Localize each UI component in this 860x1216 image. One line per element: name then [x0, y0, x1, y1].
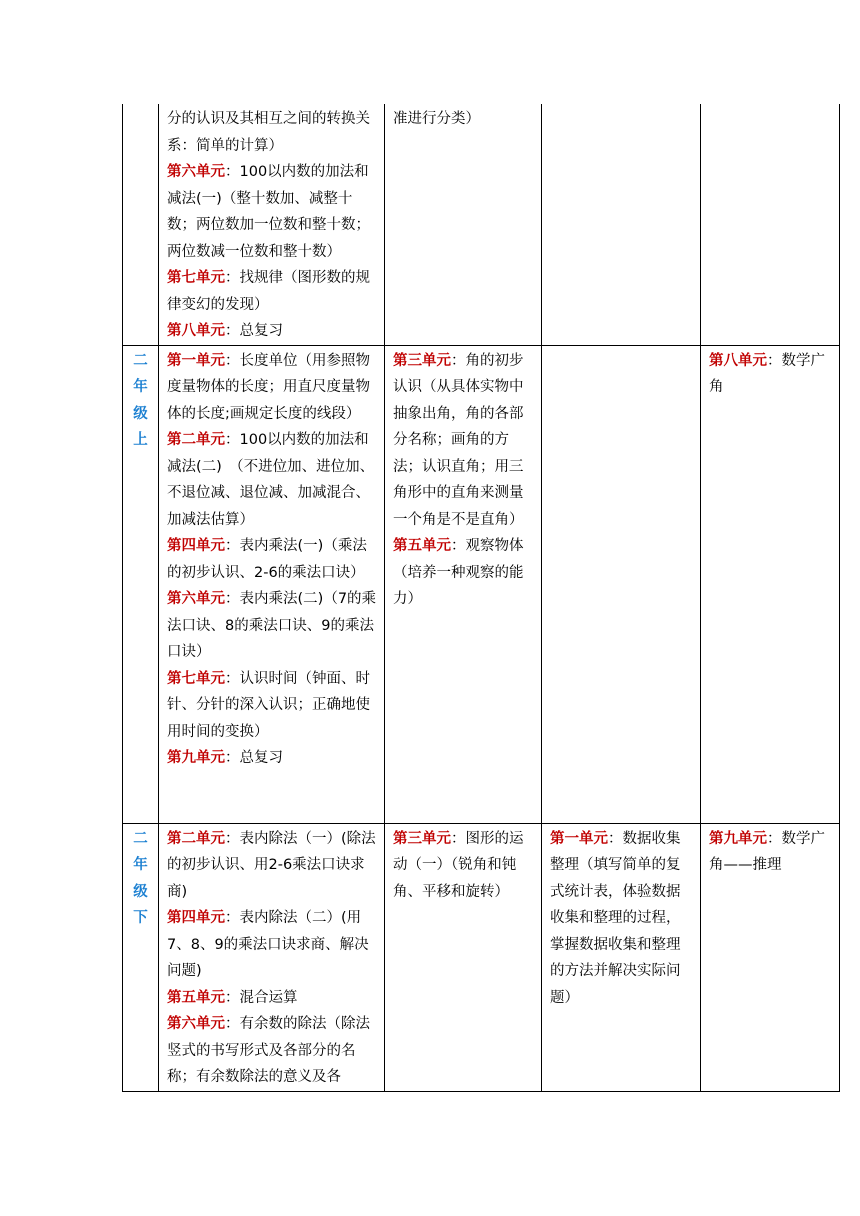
statistics-cell — [542, 345, 701, 823]
unit-label: 第六单元 — [167, 591, 225, 607]
unit-description: ：总复习 — [225, 750, 283, 766]
unit-description: ：数据收集整理（填写简单的复式统计表，体验数据收集和整理的过程，掌握数据收集和整理的方法并解决实际问题） — [550, 830, 681, 1006]
unit-label: 第三单元 — [393, 830, 451, 847]
grade-cell — [123, 345, 159, 823]
unit-description: ：100以内数的加法和减法(二) （不进位加、进位加、不退位减、退位减、加减混合、加减法估算） — [167, 432, 375, 528]
unit-description: 准进行分类） — [393, 111, 480, 127]
unit-entry — [167, 106, 378, 159]
unit-label: 第八单元 — [167, 323, 225, 339]
unit-entry — [167, 1011, 378, 1091]
unit-description: ：观察物体（培养一种观察的能力） — [393, 538, 524, 607]
unit-description: ：表内除法（一）(除法的初步认识、用2-6乘法口诀求商) — [167, 830, 376, 900]
geometry-cell — [385, 104, 542, 345]
geometry-cell — [385, 345, 542, 823]
unit-label: 第九单元 — [709, 830, 767, 847]
unit-entry — [393, 826, 535, 906]
grade-cell — [123, 104, 159, 345]
unit-entry — [167, 265, 378, 318]
unit-label: 第三单元 — [393, 352, 451, 369]
unit-description: ：角的初步认识（从具体实物中抽象出角，角的各部分名称；画角的方法；认识直角；用三角形中的直角来测量一个角是不是直角） — [393, 352, 524, 528]
unit-label: 第四单元 — [167, 910, 225, 926]
number-algebra-cell — [159, 104, 385, 345]
unit-label: 第一单元 — [550, 830, 608, 847]
unit-label: 第五单元 — [167, 989, 225, 1006]
unit-entry — [393, 348, 535, 534]
table-row — [123, 823, 840, 1091]
number-algebra-cell — [159, 823, 385, 1091]
unit-label: 第八单元 — [709, 352, 767, 369]
unit-description: ：数学广角 — [709, 352, 825, 395]
statistics-cell — [542, 823, 701, 1091]
grade-char: 级 — [133, 883, 148, 900]
unit-label: 第九单元 — [167, 750, 225, 766]
unit-label: 第七单元 — [167, 670, 225, 687]
table-row — [123, 104, 840, 345]
unit-entry — [167, 985, 378, 1012]
unit-entry — [550, 826, 694, 1012]
unit-entry — [167, 745, 378, 772]
unit-entry — [167, 348, 378, 428]
unit-entry — [167, 427, 378, 533]
unit-description: ：数学广角——推理 — [709, 830, 825, 873]
unit-label: 第七单元 — [167, 270, 225, 286]
unit-entry — [167, 666, 378, 746]
grade-char: 上 — [133, 432, 148, 448]
unit-description: 分的认识及其相互之间的转换关系：简单的计算） — [167, 111, 370, 154]
grade-char: 年 — [133, 379, 148, 395]
unit-label: 第一单元 — [167, 352, 225, 369]
unit-description: ：100以内数的加法和减法(一)（整十数加、减整十数；两位数加一位数和整十数；两位数减一位数和整十数） — [167, 164, 370, 260]
grade-char: 二 — [133, 352, 148, 369]
unit-description: ：混合运算 — [225, 989, 298, 1006]
grade-cell — [123, 823, 159, 1091]
grade-char: 级 — [133, 405, 148, 422]
unit-label: 第六单元 — [167, 164, 225, 180]
grade-char: 下 — [133, 910, 148, 926]
unit-label: 第二单元 — [167, 432, 225, 448]
unit-entry — [709, 826, 833, 879]
unit-entry — [167, 318, 378, 345]
unit-description: ：图形的运动（一）（锐角和钝角、平移和旋转） — [393, 830, 524, 900]
unit-entry — [167, 586, 378, 666]
unit-description: ：长度单位（用参照物度量物体的长度；用直尺度量物体的长度;画规定长度的线段） — [167, 352, 370, 422]
unit-description: ：有余数的除法（除法竖式的书写形式及各部分的名称；有余数除法的意义及各 — [167, 1016, 370, 1085]
unit-entry — [393, 533, 535, 613]
unit-label: 第四单元 — [167, 538, 225, 554]
unit-entry — [709, 348, 833, 401]
unit-description: ：表内乘法(二)（7的乘法口诀、8的乘法口诀、9的乘法口诀） — [167, 591, 377, 660]
unit-description: ：表内乘法(一)（乘法的初步认识、2-6的乘法口诀） — [167, 538, 367, 581]
unit-description: ：认识时间（钟面、时针、分针的深入认识；正确地使用时间的变换） — [167, 670, 370, 740]
unit-label: 第二单元 — [167, 830, 225, 847]
unit-label: 第六单元 — [167, 1016, 225, 1032]
unit-label: 第五单元 — [393, 538, 451, 554]
practice-cell — [701, 104, 840, 345]
unit-description: ：表内除法（二）(用7、8、9的乘法口诀求商、解决问题) — [167, 910, 369, 979]
geometry-cell — [385, 823, 542, 1091]
curriculum-table — [122, 104, 840, 1092]
statistics-cell — [542, 104, 701, 345]
table-body — [123, 104, 840, 1091]
unit-entry — [167, 826, 378, 906]
table-row — [123, 345, 840, 823]
unit-entry — [167, 905, 378, 985]
grade-char: 二 — [133, 830, 148, 847]
practice-cell — [701, 823, 840, 1091]
unit-entry — [393, 106, 535, 133]
grade-char: 年 — [133, 857, 148, 873]
unit-entry — [167, 159, 378, 265]
number-algebra-cell — [159, 345, 385, 823]
practice-cell — [701, 345, 840, 823]
unit-description: ：找规律（图形数的规律变幻的发现） — [167, 270, 370, 313]
unit-description: ：总复习 — [225, 323, 283, 339]
unit-entry — [167, 533, 378, 586]
